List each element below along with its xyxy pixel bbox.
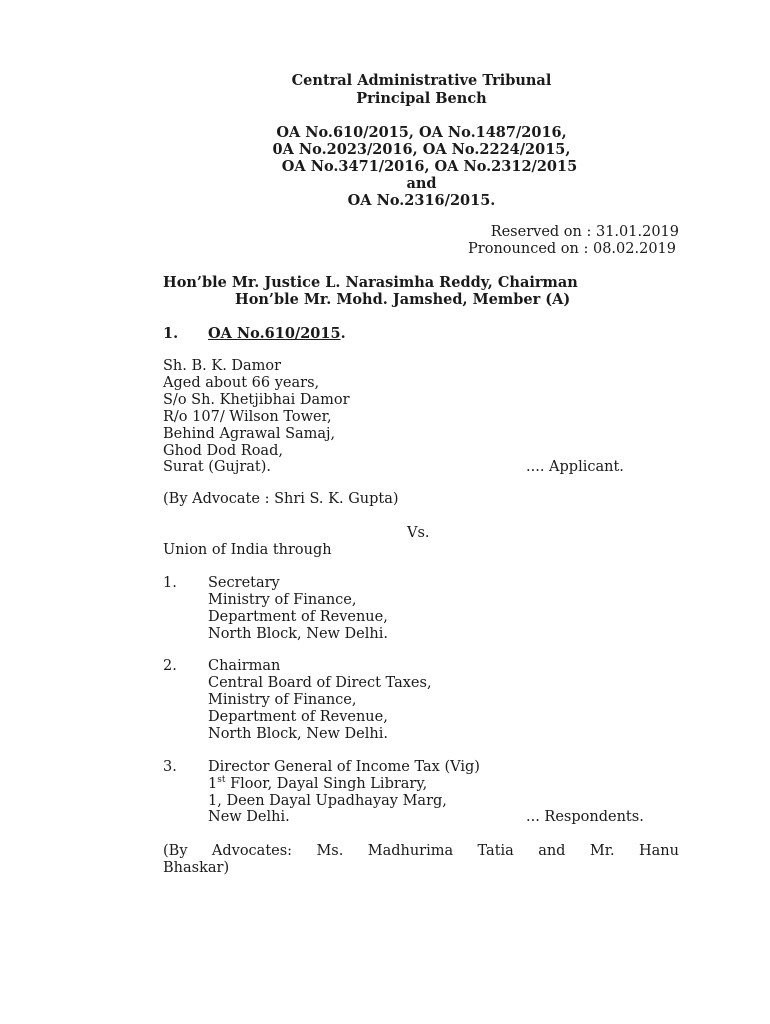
applicant-parentage: S/o Sh. Khetjibhai Damor <box>163 392 350 408</box>
respondents-role: ... Respondents. <box>526 809 644 825</box>
versus: Vs. <box>407 525 430 541</box>
applicant-address-1: R/o 107/ Wilson Tower, <box>163 409 332 425</box>
respondent-3-number: 3. <box>163 759 177 775</box>
respondent-2-line: Chairman <box>208 658 281 674</box>
respondent-2-line: North Block, New Delhi. <box>208 726 388 742</box>
respondents-advocates-line-1: (By Advocates: Ms. Madhurima Tatia and Mr. Hanu <box>163 843 679 859</box>
floor-number: 1 <box>208 776 218 792</box>
oa-numbers-line-1: OA No.610/2015, OA No.1487/2016, <box>276 124 567 141</box>
oa-and: and <box>406 175 437 192</box>
respondent-2-line: Central Board of Direct Taxes, <box>208 675 432 691</box>
applicant-name: Sh. B. K. Damor <box>163 358 282 374</box>
respondent-1-line: Ministry of Finance, <box>208 592 357 608</box>
case-number: 1. <box>163 325 179 342</box>
coram-member: Hon’ble Mr. Mohd. Jamshed, Member (A) <box>235 291 571 308</box>
case-title <box>208 325 346 342</box>
respondent-2-number: 2. <box>163 658 177 674</box>
oa-numbers-line-4: OA No.2316/2015. <box>347 192 496 209</box>
oa-numbers-line-2: 0A No.2023/2016, OA No.2224/2015, <box>272 141 571 158</box>
applicant-role: .... Applicant. <box>526 459 624 475</box>
respondent-1-number: 1. <box>163 575 177 591</box>
tribunal-name: Central Administrative Tribunal <box>291 72 552 89</box>
coram-chairman: Hon’ble Mr. Justice L. Narasimha Reddy, Chairman <box>163 274 578 291</box>
respondent-3-line: New Delhi. <box>208 809 290 825</box>
applicant-age: Aged about 66 years, <box>163 375 320 391</box>
case-title-text: OA No.610/2015 <box>208 325 341 342</box>
pronounced-date: Pronounced on : 08.02.2019 <box>468 241 676 257</box>
applicant-advocate: (By Advocate : Shri S. K. Gupta) <box>163 491 399 507</box>
applicant-address-3: Ghod Dod Road, <box>163 443 283 459</box>
respondent-3-line: 1, Deen Dayal Upadhayay Marg, <box>208 793 447 809</box>
respondent-1-line: Secretary <box>208 575 280 591</box>
floor-rest: Floor, Dayal Singh Library, <box>225 776 428 792</box>
union-of-india: Union of India through <box>163 542 332 558</box>
bench-name: Principal Bench <box>356 90 487 107</box>
reserved-date: Reserved on : 31.01.2019 <box>490 224 679 240</box>
applicant-address-2: Behind Agrawal Samaj, <box>163 426 336 442</box>
respondent-3-floor-line <box>208 776 427 793</box>
respondent-2-line: Ministry of Finance, <box>208 692 357 708</box>
respondent-3-line: Director General of Income Tax (Vig) <box>208 759 480 775</box>
respondent-1-line: North Block, New Delhi. <box>208 626 388 642</box>
respondent-1-line: Department of Revenue, <box>208 609 388 625</box>
floor-ordinal-suffix: st <box>217 775 226 786</box>
case-title-suffix: . <box>340 325 346 342</box>
respondents-advocates-line-2: Bhaskar) <box>163 860 230 876</box>
oa-numbers-line-3: OA No.3471/2016, OA No.2312/2015 <box>281 158 578 175</box>
respondent-2-line: Department of Revenue, <box>208 709 388 725</box>
applicant-address-4: Surat (Gujrat). <box>163 459 272 475</box>
